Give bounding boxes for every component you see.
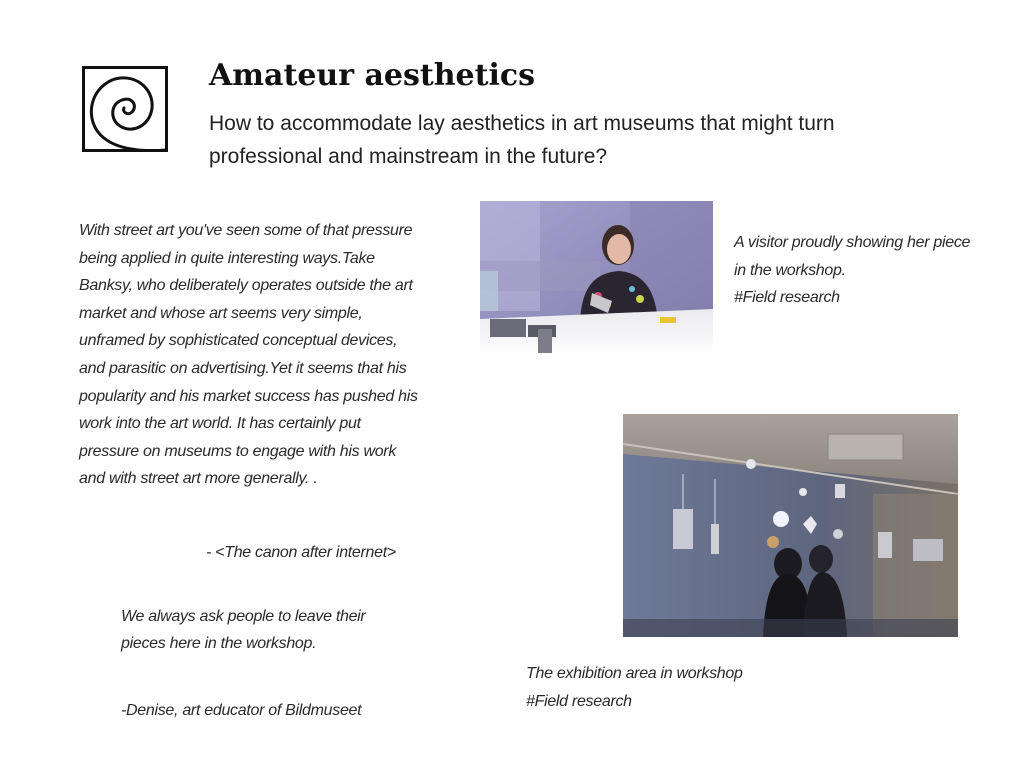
educator-quote: We always ask people to leave their pieces here in the workshop. <box>121 608 366 652</box>
spiral-logo <box>82 66 168 152</box>
educator-quote-attribution: -Denise, art educator of Bildmuseet <box>121 702 362 719</box>
workshop-visitor-caption <box>734 229 974 312</box>
caption-line: The exhibition area in workshop <box>526 665 743 682</box>
exhibition-area-caption <box>526 660 826 715</box>
caption-line: A visitor proudly showing her piece in the workshop. <box>734 234 971 279</box>
caption-tag: #Field research <box>526 692 632 710</box>
banksy-quote: With street art you've seen some of that pressure being applied in quite interesting ways.Take Banksy, who deliberately operates outside the art market and whose art seems very simple, unframed by sophisticated conceptual devices, and parasitic on advertising.Yet it seems that his popularity and his market success has pushed his work into the art world. It has certainly put pressure on museums to engage with his work and with street art more generally. . <box>79 222 418 488</box>
workshop-visitor-photo <box>480 201 713 357</box>
caption-tag: #Field research <box>734 289 840 306</box>
banksy-quote-attribution: - <The canon after internet> <box>206 544 396 561</box>
page-title: Amateur aesthetics <box>209 58 536 93</box>
exhibition-area-photo <box>623 414 958 637</box>
spiral-square-icon <box>82 66 168 152</box>
page-subtitle: How to accommodate lay aesthetics in art museums that might turn professional and mainstream in the future? <box>209 112 835 168</box>
